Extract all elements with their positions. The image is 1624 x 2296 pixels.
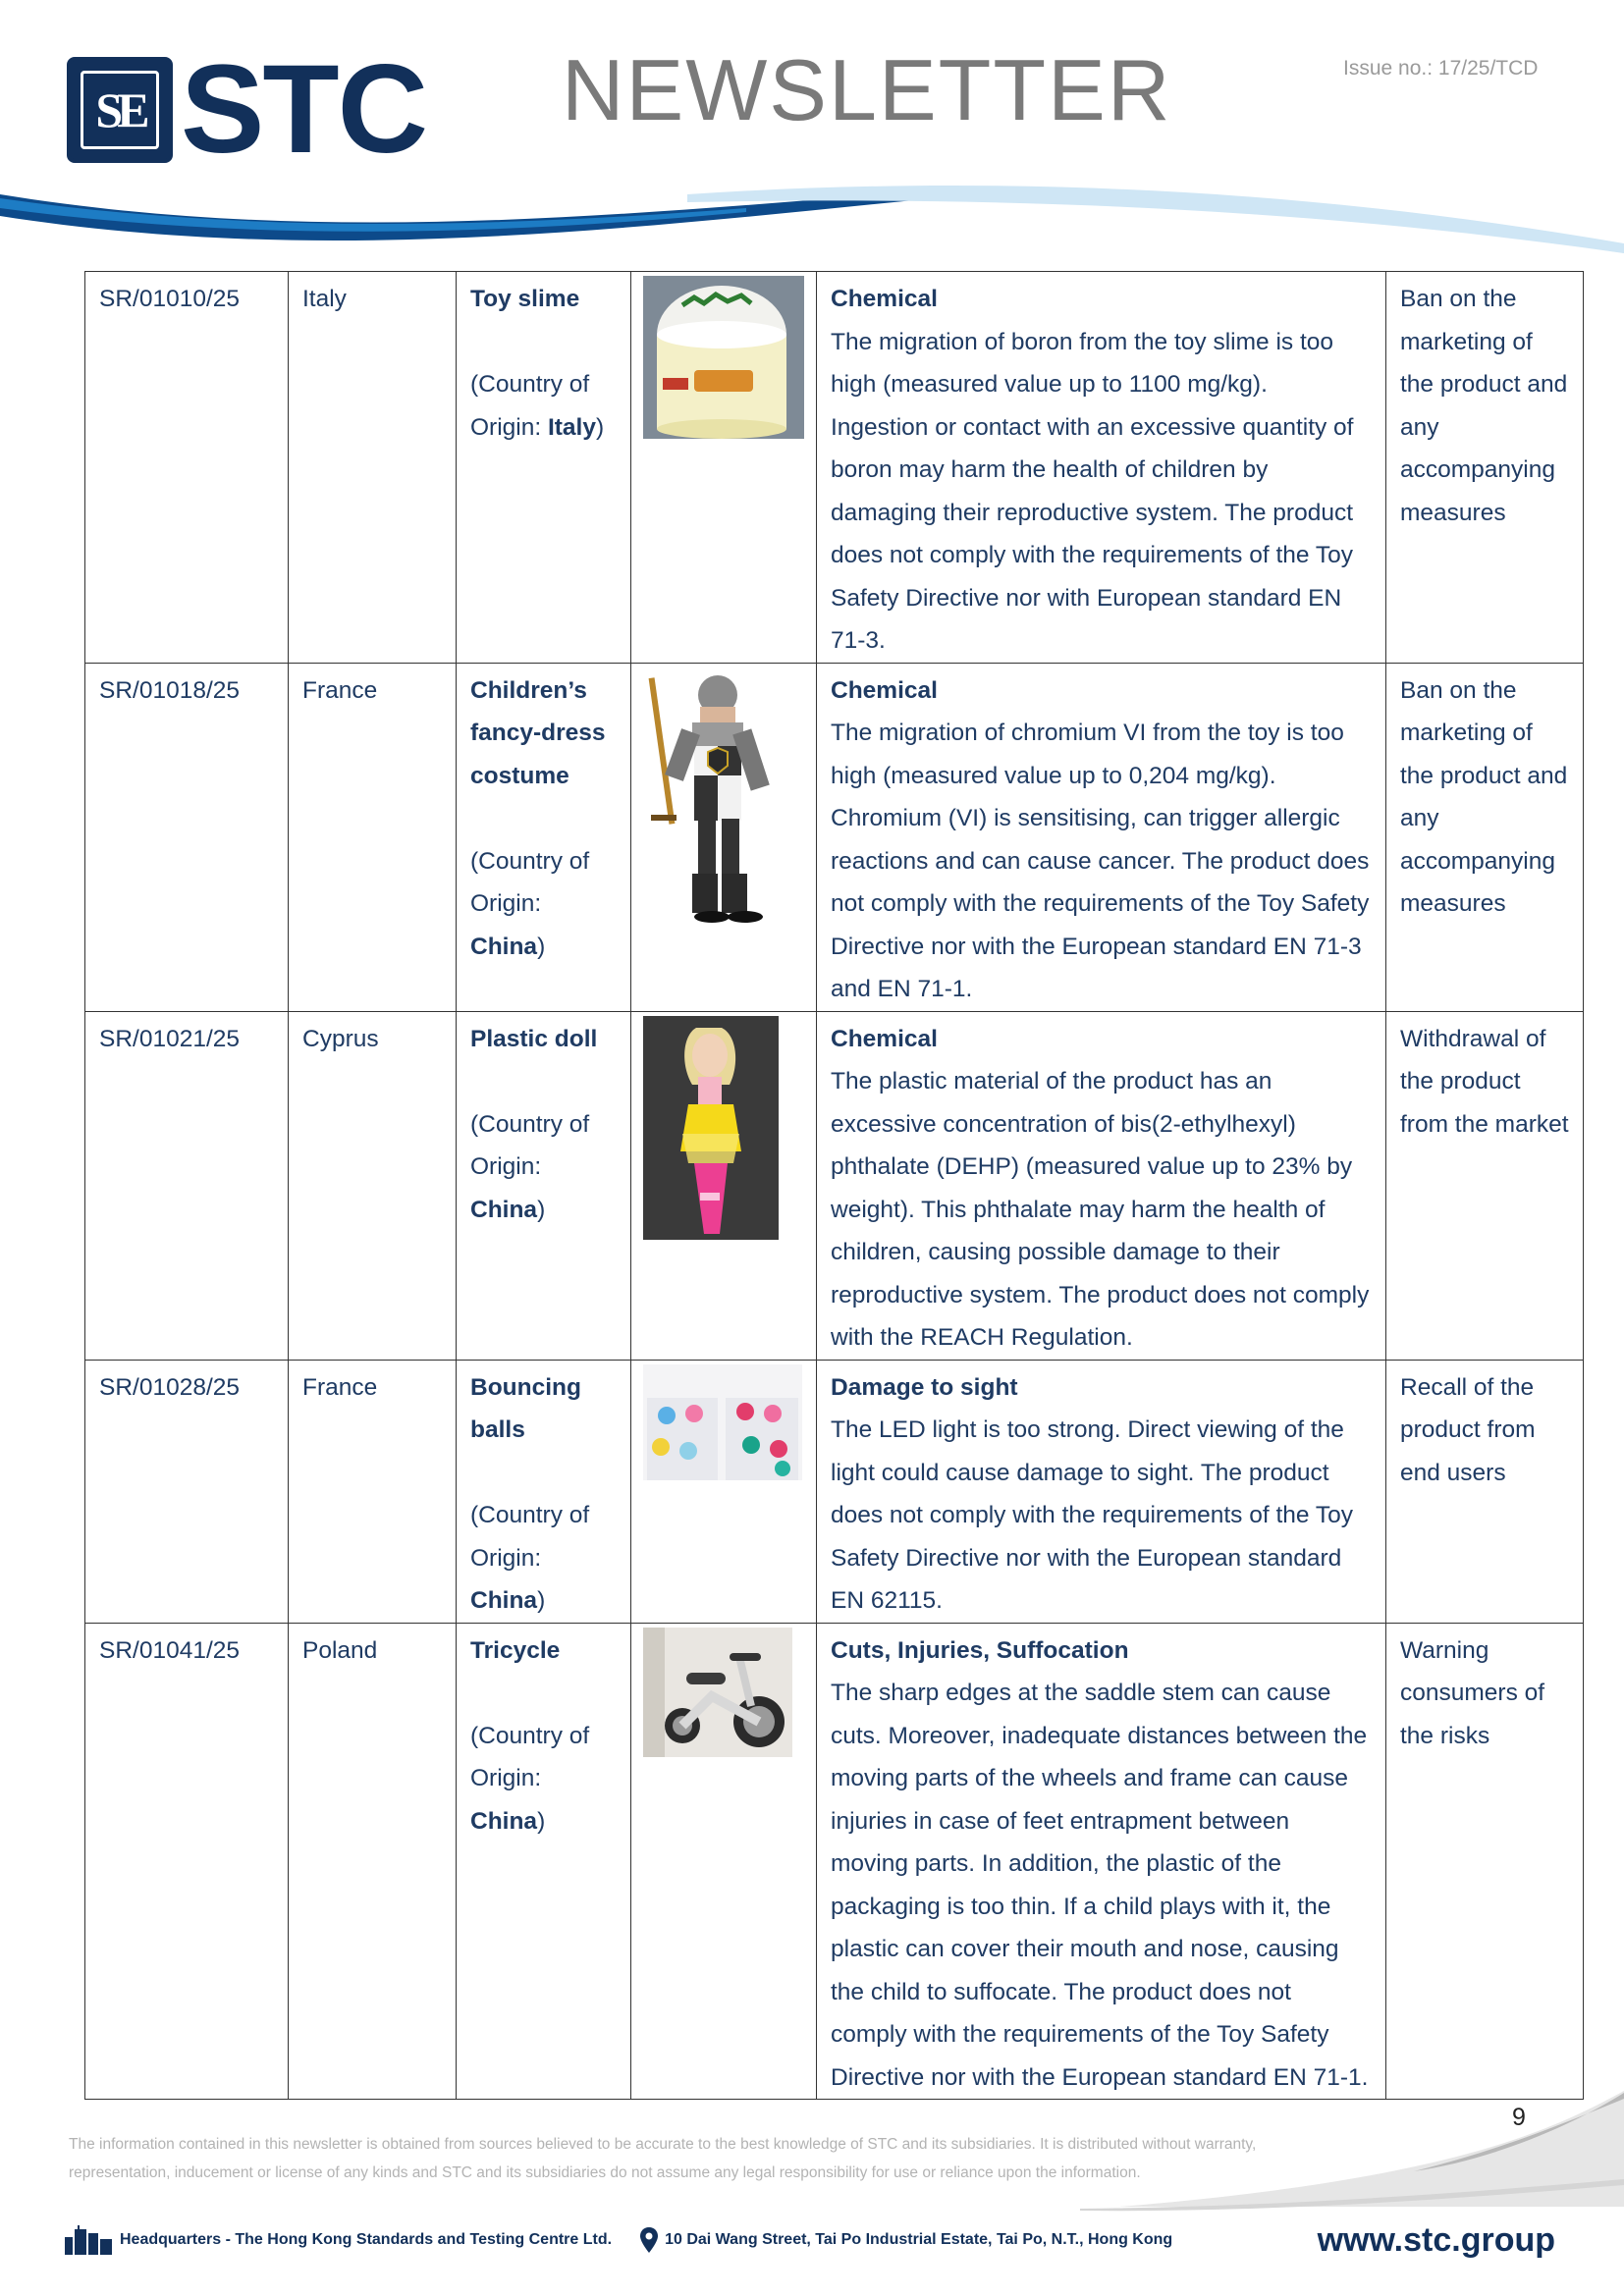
country-cell	[289, 272, 457, 664]
reference-cell	[85, 1011, 289, 1360]
origin-country: China	[470, 1807, 538, 1835]
origin-suffix: )	[537, 933, 546, 960]
country-cell	[289, 1011, 457, 1360]
table-row	[85, 663, 1584, 1011]
slime-jar-image	[643, 276, 806, 454]
reference-cell	[85, 1623, 289, 2100]
origin-suffix: )	[537, 1196, 546, 1223]
product-cell	[457, 1623, 631, 2100]
address-label: 10 Dai Wang Street, Tai Po Industrial Estate, Tai Po, N.T., Hong Kong	[665, 2231, 1173, 2248]
origin-country: China	[470, 933, 538, 960]
table-row	[85, 1360, 1584, 1623]
plastic-doll-image	[643, 1016, 806, 1255]
building-icon	[63, 2225, 114, 2255]
country-cell	[289, 1623, 457, 2100]
notifying-country: Poland	[302, 1636, 378, 1664]
risk-cell	[817, 1623, 1386, 2100]
risk-description: The migration of boron from the toy slime is too high (measured value up to 1100 mg/kg). Ingestion or contact with an excessive quantity of boron may harm the health of children by damaging their reproductive system. The product does not comply with the requirements of the Toy Safety Directive nor with European standard EN 71-3.	[831, 328, 1354, 654]
product-name: Children’s fancy-dress costume	[470, 676, 606, 789]
measures-taken: Withdrawal of the product from the market	[1400, 1025, 1569, 1138]
country-cell	[289, 663, 457, 1011]
origin-prefix: (Country of Origin:	[470, 1722, 590, 1791]
measures-cell	[1386, 663, 1584, 1011]
country-cell	[289, 1360, 457, 1623]
header-wave-decoration	[0, 177, 1624, 265]
origin-country: Italy	[547, 413, 596, 441]
origin-suffix: )	[537, 1587, 546, 1614]
measures-cell	[1386, 1360, 1584, 1623]
product-cell	[457, 1011, 631, 1360]
reference-number: SR/01010/25	[99, 286, 241, 312]
product-image-cell	[631, 272, 817, 664]
risk-type: Chemical	[831, 1025, 938, 1052]
origin-prefix: (Country of Origin:	[470, 371, 590, 441]
reference-number: SR/01021/25	[99, 1025, 241, 1052]
location-pin-icon	[639, 2227, 659, 2253]
product-cell	[457, 272, 631, 664]
page-number: 9	[1512, 2104, 1526, 2131]
reference-cell	[85, 1360, 289, 1623]
reference-cell	[85, 272, 289, 664]
newsletter-title: NEWSLETTER	[562, 41, 1172, 138]
measures-taken: Ban on the marketing of the product and any accompanying measures	[1400, 676, 1568, 917]
product-image-cell	[631, 1623, 817, 2100]
website-link[interactable]: www.stc.group	[1317, 2220, 1555, 2259]
table-row	[85, 1011, 1584, 1360]
measures-cell	[1386, 1011, 1584, 1360]
risk-cell	[817, 663, 1386, 1011]
headquarters-label: Headquarters - The Hong Kong Standards and Testing Centre Ltd.	[120, 2231, 613, 2248]
origin-suffix: )	[596, 413, 605, 441]
risk-type: Cuts, Injuries, Suffocation	[831, 1636, 1129, 1664]
notifying-country: France	[302, 1373, 378, 1401]
reference-cell	[85, 663, 289, 1011]
reference-number: SR/01018/25	[99, 676, 241, 704]
tricycle-image	[643, 1628, 806, 1772]
product-cell	[457, 663, 631, 1011]
risk-type: Chemical	[831, 676, 938, 704]
risk-type: Damage to sight	[831, 1373, 1018, 1401]
risk-type: Chemical	[831, 286, 938, 312]
product-name: Toy slime	[470, 286, 580, 312]
reference-number: SR/01041/25	[99, 1636, 241, 1664]
logo-mark-letters: SE	[81, 71, 159, 149]
footer-bar	[63, 2220, 1555, 2260]
origin-suffix: )	[537, 1807, 546, 1835]
country-of-origin	[470, 1494, 617, 1623]
risk-cell	[817, 1011, 1386, 1360]
notifying-country: France	[302, 676, 378, 704]
country-of-origin	[470, 1103, 617, 1232]
measures-taken: Warning consumers of the risks	[1400, 1636, 1545, 1749]
origin-country: China	[470, 1587, 538, 1614]
country-of-origin	[470, 1715, 617, 1843]
table-row	[85, 272, 1584, 664]
reference-number: SR/01028/25	[99, 1373, 241, 1401]
product-name: Bouncing balls	[470, 1373, 581, 1443]
origin-prefix: (Country of Origin:	[470, 1110, 590, 1180]
country-of-origin	[470, 363, 617, 449]
measures-cell	[1386, 1623, 1584, 2100]
origin-country: China	[470, 1196, 538, 1223]
risk-description: The plastic material of the product has an excessive concentration of bis(2-ethylhexyl) phthalate (DEHP) (measured value up to 23% by weight). This phthalate may harm the health of children, causing possible damage to their reproductive system. The product does not comply with the REACH Regulation.	[831, 1068, 1370, 1351]
bouncing-balls-image	[643, 1364, 806, 1495]
product-image-cell	[631, 663, 817, 1011]
risk-cell	[817, 272, 1386, 664]
knight-costume-image	[643, 667, 806, 939]
risk-cell	[817, 1360, 1386, 1623]
product-name: Tricycle	[470, 1636, 561, 1664]
stc-logo	[67, 39, 461, 180]
logo-text: STC	[181, 39, 426, 180]
disclaimer: The information contained in this newsletter is obtained from sources believed to be accurate to the best knowledge of STC and its subsidiaries. It is distributed without warranty, representation, inducement or license of any kinds and STC and its subsidiaries do not assume any legal responsibility for use or reliance upon the information.	[69, 2136, 1257, 2181]
country-of-origin	[470, 840, 617, 969]
recall-table	[84, 271, 1584, 2100]
measures-taken: Ban on the marketing of the product and any accompanying measures	[1400, 286, 1568, 526]
notifying-country: Italy	[302, 286, 347, 312]
origin-prefix: (Country of Origin:	[470, 1502, 590, 1572]
measures-taken: Recall of the product from end users	[1400, 1373, 1536, 1486]
product-image-cell	[631, 1360, 817, 1623]
issue-number: Issue no.: 17/25/TCD	[1343, 57, 1539, 80]
origin-prefix: (Country of Origin:	[470, 847, 590, 917]
product-cell	[457, 1360, 631, 1623]
notifying-country: Cyprus	[302, 1025, 379, 1052]
risk-description: The sharp edges at the saddle stem can cause cuts. Moreover, inadequate distances between the moving parts of the wheels and frame can cause injuries in case of feet entrapment between moving parts. In addition, the plastic of the packaging is too thin. If a child plays with it, the plastic can cover their mouth and nose, causing the child to suffocate. The product does not comply with the requirements of the Toy Safety Directive nor with the European standard EN 71-1.	[831, 1680, 1369, 2091]
risk-description: The migration of chromium VI from the toy is too high (measured value up to 0,204 mg/kg). Chromium (VI) is sensitising, can trigger allergic reactions and can cause cancer. The product does not comply with the requirements of the Toy Safety Directive nor with the European standard EN 71-3 and EN 71-1.	[831, 720, 1370, 1002]
product-image-cell	[631, 1011, 817, 1360]
measures-cell	[1386, 272, 1584, 664]
table-row	[85, 1623, 1584, 2100]
stc-logo-mark	[67, 57, 173, 163]
product-name: Plastic doll	[470, 1025, 598, 1052]
risk-description: The LED light is too strong. Direct viewing of the light could cause damage to sight. The product does not comply with the requirements of the Toy Safety Directive nor with the European standard EN 62115.	[831, 1416, 1354, 1614]
